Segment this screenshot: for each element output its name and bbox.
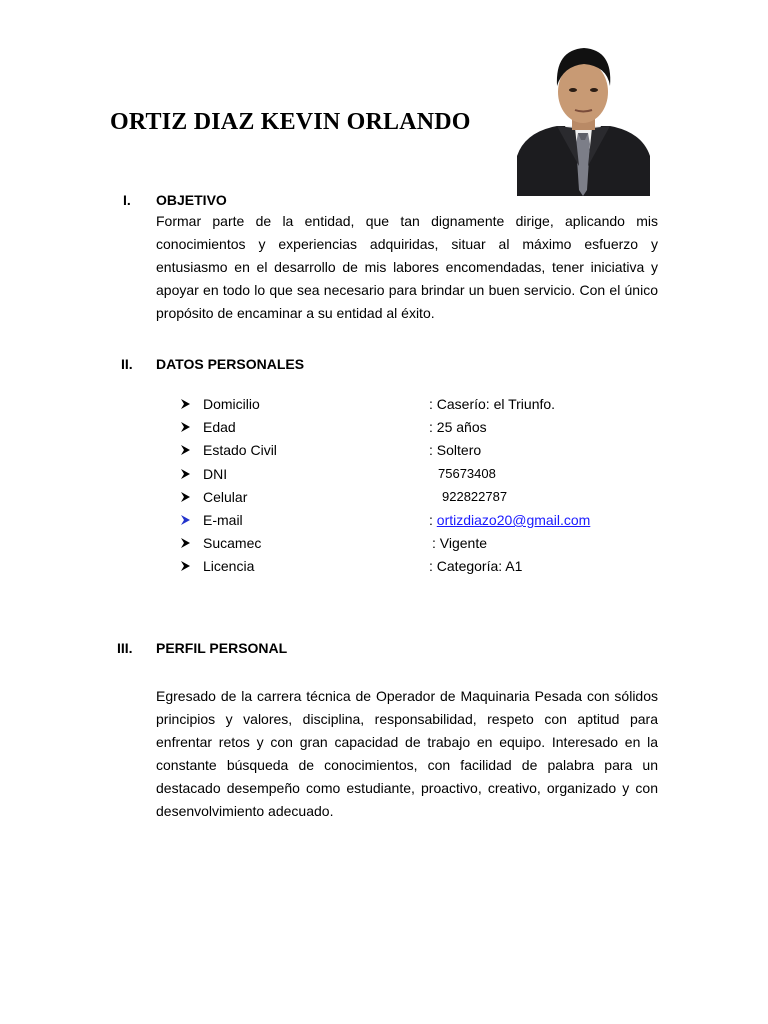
candidate-name: ORTIZ DIAZ KEVIN ORLANDO — [110, 109, 471, 135]
datos-value: : Categoría: A1 — [429, 558, 523, 574]
section-datos-number: II. — [121, 356, 133, 372]
datos-value: 922822787 — [442, 489, 508, 504]
datos-label: Domicilio — [203, 396, 260, 412]
section-perfil-title: PERFIL PERSONAL — [156, 640, 288, 656]
arrow-bullet-icon — [180, 536, 192, 553]
email-prefix: : — [429, 512, 437, 528]
datos-label: Sucamec — [203, 535, 262, 551]
arrow-bullet-icon — [180, 443, 192, 460]
datos-label: Celular — [203, 489, 248, 505]
perfil-text: Egresado de la carrera técnica de Operador de Maquinaria Pesada con sólidos principios y valores, disciplina, responsabilidad, respeto con aptitud para enfrentar retos y con gran capacidad de trabajo en equipo. Interesado en la constante búsqueda de conocimientos, con facilidad de palabra para un destacado desempeño como estudiante, proactivo, creativo, organizado y con desenvolvimiento adecuado. — [156, 688, 658, 819]
datos-label: Estado Civil — [203, 442, 277, 458]
arrow-bullet-icon — [180, 467, 192, 484]
arrow-bullet-icon — [180, 559, 192, 576]
datos-value: : Caserío: el Triunfo. — [429, 396, 556, 412]
arrow-bullet-icon — [180, 397, 192, 414]
section-perfil-number: III. — [117, 640, 133, 656]
objetivo-text: Formar parte de la entidad, que tan dignamente dirige, aplicando mis conocimientos y experiencias adquiridas, situar al máximo esfuerzo y entusiasmo en el desarrollo de mis labores encomendadas, tener iniciativa y apoyar en todo lo que sea necesario para brindar un buen servicio. Con el único propósito de encaminar a su entidad al éxito. — [156, 213, 658, 321]
email-link[interactable]: ortizdiazo20@gmail.com — [436, 512, 591, 528]
email-value — [429, 512, 590, 528]
datos-value: : Soltero — [429, 442, 482, 458]
datos-label: Edad — [203, 419, 236, 435]
profile-photo — [517, 40, 650, 196]
datos-value: 75673408 — [438, 466, 496, 481]
arrow-bullet-icon — [180, 420, 192, 437]
datos-label: DNI — [203, 466, 228, 482]
datos-label: E-mail — [203, 512, 243, 528]
datos-value: : 25 años — [429, 419, 487, 435]
profile-photo-image — [517, 40, 650, 196]
arrow-bullet-icon — [180, 490, 192, 507]
section-objetivo-number: I. — [123, 192, 131, 208]
datos-value: : Vigente — [432, 535, 488, 551]
section-datos-title: DATOS PERSONALES — [156, 356, 305, 372]
arrow-bullet-icon — [180, 513, 192, 530]
section-objetivo-title: OBJETIVO — [156, 192, 227, 208]
datos-label: Licencia — [203, 558, 255, 574]
